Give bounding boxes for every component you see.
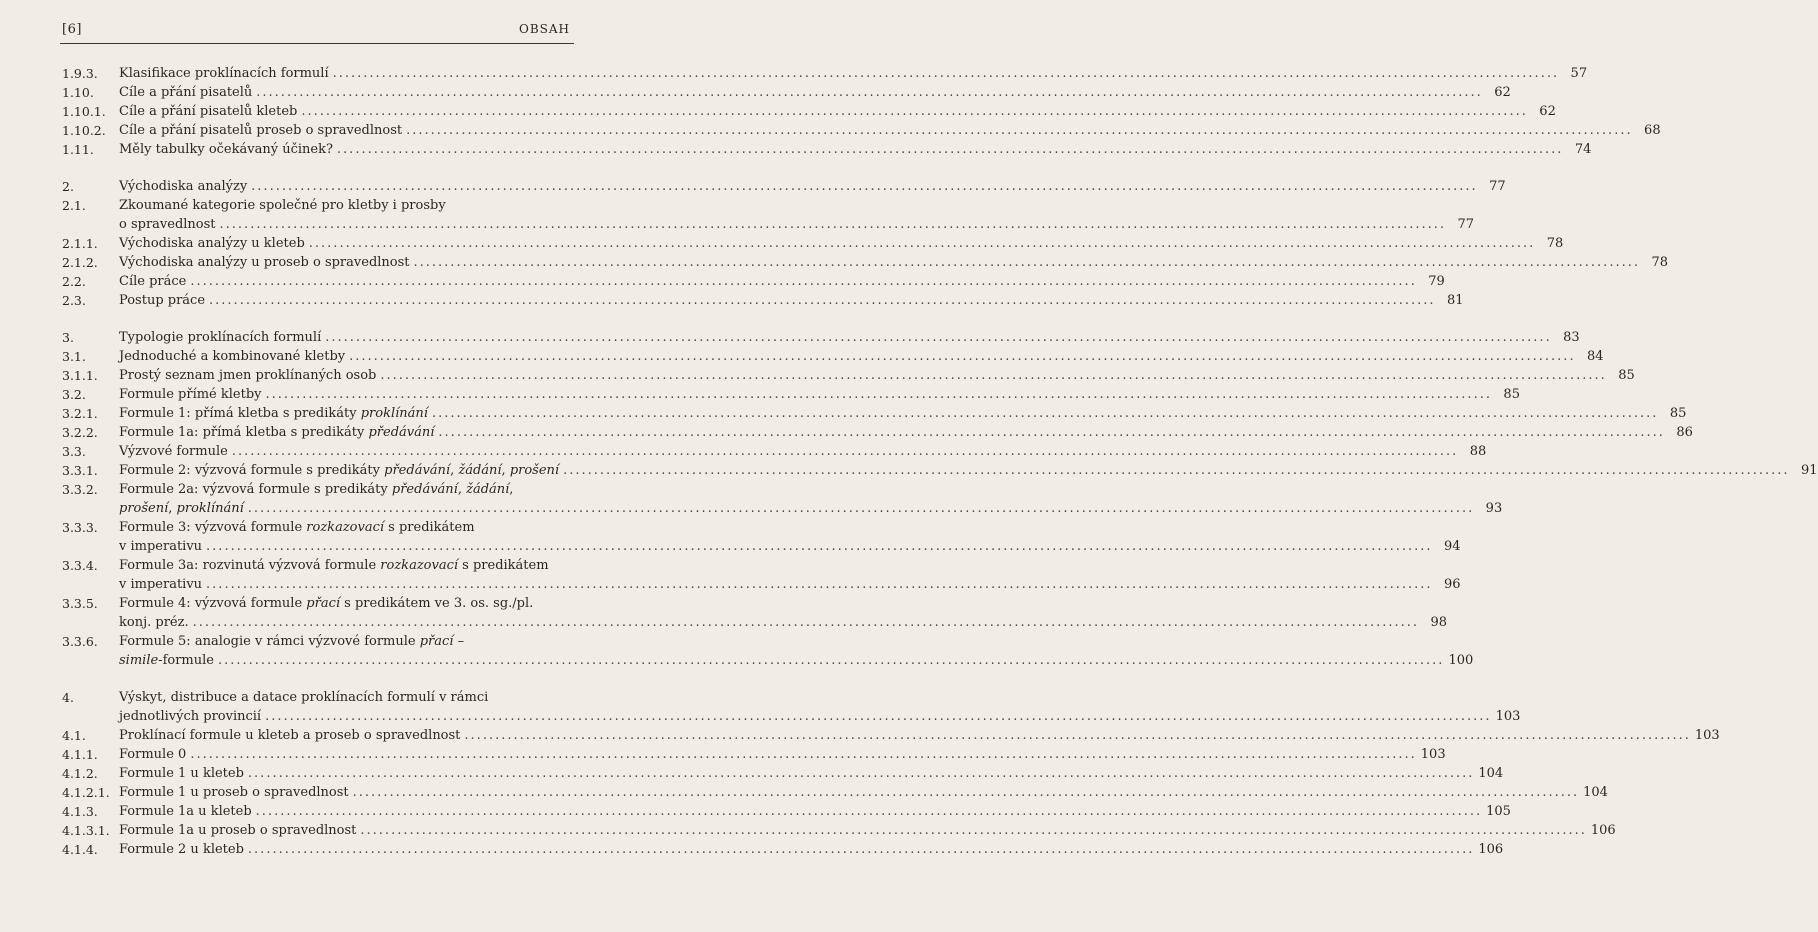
toc-entry-title: Východiska analýzy u kleteb xyxy=(119,236,305,251)
dot-leader: ........................................................................................................................................................................................................ xyxy=(332,66,1560,81)
toc-entry-page: 106 xyxy=(1478,842,1504,857)
toc-entry-page: 57 xyxy=(1570,66,1588,81)
toc-entry-page: 100 xyxy=(1448,653,1474,668)
section-gap xyxy=(62,159,574,177)
section-gap xyxy=(62,670,574,688)
toc-entry-number: 4.1.4. xyxy=(62,842,98,857)
toc-entry-number: 3.3.1. xyxy=(62,463,98,478)
toc-entry-page: 79 xyxy=(1428,274,1445,289)
toc-entry-page: 77 xyxy=(1489,179,1506,194)
toc-entry xyxy=(62,253,1668,272)
dot-leader: ........................................................................................................................................................................................................ xyxy=(209,293,1436,308)
toc-entry-title: jednotlivých provincií xyxy=(119,709,262,724)
toc-entry-number: 2.2. xyxy=(62,274,86,289)
toc-entry-page: 85 xyxy=(1618,368,1635,383)
toc-entry xyxy=(62,821,1616,840)
toc-entry xyxy=(62,121,1661,140)
toc-entry-title: Východiska analýzy xyxy=(119,179,248,194)
toc-entry-title: simile-formule xyxy=(119,653,214,668)
toc-entry-title: Formule 3: výzvová formule rozkazovací s predikátem xyxy=(119,520,475,535)
toc-entry-number: 3. xyxy=(62,330,74,345)
toc-entry-page: 93 xyxy=(1485,501,1503,516)
dot-leader: ........................................................................................................................................................................................................ xyxy=(217,653,1445,668)
toc-entry-number: 3.3.2. xyxy=(62,482,98,497)
toc-entry-number: 3.1. xyxy=(62,349,86,364)
toc-entry xyxy=(62,385,1520,404)
dot-leader: ........................................................................................................................................................................................................ xyxy=(349,349,1576,364)
toc-entry-title: Měly tabulky očekávaný účinek? xyxy=(119,142,333,157)
toc-entry-page: 81 xyxy=(1446,293,1464,308)
dot-leader: ........................................................................................................................................................................................................ xyxy=(336,142,1564,157)
toc-entry-title: Cíle a přání pisatelů xyxy=(119,85,253,100)
toc-entry-title: Výskyt, distribuce a datace proklínacích formulí v rámci xyxy=(119,690,489,705)
dot-leader: ........................................................................................................................................................................................................ xyxy=(380,368,1607,383)
dot-leader: ........................................................................................................................................................................................................ xyxy=(190,274,1417,289)
toc-entry-page: 74 xyxy=(1574,142,1592,157)
toc-entry-number: 3.3.4. xyxy=(62,558,98,573)
toc-entry-page: 98 xyxy=(1430,615,1448,630)
toc-entry-number: 4.1.3.1. xyxy=(62,823,110,838)
toc-entry xyxy=(62,518,1461,556)
dot-leader: ........................................................................................................................................................................................................ xyxy=(325,330,1552,345)
toc-entry-number: 1.10.2. xyxy=(62,123,106,138)
toc-entry xyxy=(62,83,1511,102)
toc-entry-number: 1.10. xyxy=(62,85,94,100)
header-rule xyxy=(60,43,574,44)
toc-entry xyxy=(62,102,1556,121)
toc-entry xyxy=(62,366,1635,385)
toc-entry-page: 77 xyxy=(1457,217,1474,232)
toc-entry-number: 4. xyxy=(62,690,74,705)
toc-entry-page: 104 xyxy=(1583,785,1608,800)
toc-entry-page: 78 xyxy=(1546,236,1564,251)
toc-entry xyxy=(62,291,1464,310)
toc-entry xyxy=(62,802,1511,821)
toc-entry-title: Cíle a přání pisatelů kleteb xyxy=(119,104,298,119)
toc-entry-title: Cíle práce xyxy=(119,274,187,289)
toc-entry-page: 78 xyxy=(1651,255,1668,270)
toc-entry xyxy=(62,196,1474,234)
toc-entry-page: 103 xyxy=(1495,709,1521,724)
toc-entry-title: Klasifikace proklínacích formulí xyxy=(119,66,329,81)
toc-entry-title: Formule 1a u proseb o spravedlnost xyxy=(119,823,357,838)
dot-leader: ........................................................................................................................................................................................................ xyxy=(247,766,1475,781)
dot-leader: ........................................................................................................................................................................................................ xyxy=(247,501,1475,516)
toc-entry xyxy=(62,726,1720,745)
toc-entry-number: 4.1.2.1. xyxy=(62,785,110,800)
toc-entry xyxy=(62,840,1504,859)
toc-entry-title: Formule 1 u kleteb xyxy=(119,766,244,781)
toc-entry-title: Typologie proklínacích formulí xyxy=(119,330,322,345)
toc-entry-page: 83 xyxy=(1563,330,1580,345)
toc-entry xyxy=(62,594,1448,632)
toc-entry xyxy=(62,64,1588,83)
toc-entry xyxy=(62,328,1580,347)
page-number: [6] xyxy=(62,22,82,37)
toc-entry-title: Formule 4: výzvová formule přací s predikátem ve 3. os. sg./pl. xyxy=(119,596,534,611)
toc-entry xyxy=(62,764,1504,783)
dot-leader: ........................................................................................................................................................................................................ xyxy=(256,85,1483,100)
dot-leader: ........................................................................................................................................................................................................ xyxy=(255,804,1483,819)
toc-entry xyxy=(62,423,1693,442)
toc-entry-number: 3.2.2. xyxy=(62,425,98,440)
dot-leader: ........................................................................................................................................................................................................ xyxy=(563,463,1790,478)
toc-entry-number: 3.2. xyxy=(62,387,86,402)
dot-leader: ........................................................................................................................................................................................................ xyxy=(190,747,1417,762)
toc-entry-number: 2. xyxy=(62,179,74,194)
dot-leader: ........................................................................................................................................................................................................ xyxy=(265,709,1492,724)
toc-entry xyxy=(62,234,1564,253)
toc-entry-title: Proklínací formule u kleteb a proseb o spravedlnost xyxy=(119,728,461,743)
toc-entry-page: 68 xyxy=(1644,123,1661,138)
toc-entry-title: Formule 3a: rozvinutá výzvová formule rozkazovací s predikátem xyxy=(119,558,549,573)
toc-entry-title: Formule 2 u kleteb xyxy=(119,842,244,857)
toc-entry-page: 62 xyxy=(1539,104,1556,119)
toc-entry-number: 3.1.1. xyxy=(62,368,98,383)
dot-leader: ........................................................................................................................................................................................................ xyxy=(206,539,1433,554)
toc-entry-number: 2.1.2. xyxy=(62,255,98,270)
toc-entry-title: Formule 1: přímá kletba s predikáty proklínání xyxy=(119,406,428,421)
table-of-contents xyxy=(62,64,1818,859)
toc-entry xyxy=(62,140,1592,159)
toc-entry-title: Formule 2: výzvová formule s predikáty předávání, žádání, prošení xyxy=(119,463,560,478)
toc-entry xyxy=(62,177,1506,196)
toc-entry-number: 3.3. xyxy=(62,444,86,459)
toc-entry xyxy=(62,347,1604,366)
toc-entry-number: 4.1. xyxy=(62,728,86,743)
toc-entry xyxy=(62,404,1687,423)
dot-leader: ........................................................................................................................................................................................................ xyxy=(192,615,1420,630)
toc-entry-page: 94 xyxy=(1443,539,1461,554)
toc-entry-title: Zkoumané kategorie společné pro kletby i prosby xyxy=(119,198,446,213)
toc-entry-page: 103 xyxy=(1420,747,1446,762)
toc-entry-page: 85 xyxy=(1669,406,1687,421)
toc-entry-title: Výzvové formule xyxy=(119,444,228,459)
toc-entry-page: 86 xyxy=(1676,425,1693,440)
toc-entry xyxy=(62,783,1608,802)
toc-entry-number: 4.1.1. xyxy=(62,747,98,762)
toc-entry-title: Prostý seznam jmen proklínaných osob xyxy=(119,368,377,383)
toc-entry-number: 3.2.1. xyxy=(62,406,98,421)
dot-leader: ........................................................................................................................................................................................................ xyxy=(231,444,1459,459)
dot-leader: ........................................................................................................................................................................................................ xyxy=(219,217,1446,232)
toc-entry-page: 105 xyxy=(1486,804,1511,819)
toc-entry-title: o spravedlnost xyxy=(119,217,216,232)
dot-leader: ........................................................................................................................................................................................................ xyxy=(251,179,1478,194)
toc-entry xyxy=(62,272,1445,291)
toc-entry-number: 2.3. xyxy=(62,293,86,308)
toc-entry xyxy=(62,745,1446,764)
toc-entry xyxy=(62,632,1474,670)
toc-entry-title: Formule 1a: přímá kletba s predikáty předávání xyxy=(119,425,435,440)
toc-entry-title: Formule přímé kletby xyxy=(119,387,262,402)
toc-entry xyxy=(62,688,1521,726)
dot-leader: ........................................................................................................................................................................................................ xyxy=(360,823,1587,838)
toc-entry-title: konj. préz. xyxy=(119,615,189,630)
dot-leader: ........................................................................................................................................................................................................ xyxy=(206,577,1433,592)
toc-entry-page: 104 xyxy=(1478,766,1504,781)
toc-entry-title: v imperativu xyxy=(119,539,203,554)
toc-entry-page: 62 xyxy=(1494,85,1511,100)
toc-entry-title: Formule 0 xyxy=(119,747,187,762)
toc-entry-number: 2.1.1. xyxy=(62,236,98,251)
toc-entry-page: 103 xyxy=(1694,728,1720,743)
toc-entry-number: 1.10.1. xyxy=(62,104,106,119)
toc-entry-title: prošení, proklínání xyxy=(119,501,244,516)
toc-entry-title: Postup práce xyxy=(119,293,206,308)
dot-leader: ........................................................................................................................................................................................................ xyxy=(464,728,1691,743)
dot-leader: ........................................................................................................................................................................................................ xyxy=(406,123,1633,138)
toc-entry-title: Formule 1a u kleteb xyxy=(119,804,252,819)
dot-leader: ........................................................................................................................................................................................................ xyxy=(308,236,1536,251)
dot-leader: ........................................................................................................................................................................................................ xyxy=(413,255,1640,270)
toc-entry-number: 4.1.3. xyxy=(62,804,98,819)
toc-entry-number: 1.11. xyxy=(62,142,94,157)
toc-entry xyxy=(62,461,1818,480)
toc-entry-title: Formule 5: analogie v rámci výzvové formule přací – xyxy=(119,634,465,649)
toc-entry-title: Formule 2a: výzvová formule s predikáty předávání, žádání, xyxy=(119,482,514,497)
toc-entry-number: 1.9.3. xyxy=(62,66,98,81)
toc-entry-page: 96 xyxy=(1443,577,1461,592)
toc-entry-page: 106 xyxy=(1590,823,1616,838)
dot-leader: ........................................................................................................................................................................................................ xyxy=(438,425,1665,440)
toc-entry-number: 4.1.2. xyxy=(62,766,98,781)
toc-entry-page: 85 xyxy=(1503,387,1520,402)
toc-entry-number: 3.3.5. xyxy=(62,596,98,611)
page-header xyxy=(62,22,570,37)
running-title: OBSAH xyxy=(518,22,570,36)
toc-entry xyxy=(62,556,1461,594)
toc-entry-number: 3.3.6. xyxy=(62,634,98,649)
toc-entry-title: Jednoduché a kombinované kletby xyxy=(119,349,346,364)
dot-leader: ........................................................................................................................................................................................................ xyxy=(301,104,1528,119)
dot-leader: ........................................................................................................................................................................................................ xyxy=(352,785,1580,800)
section-gap xyxy=(62,310,574,328)
toc-entry-title: v imperativu xyxy=(119,577,203,592)
dot-leader: ........................................................................................................................................................................................................ xyxy=(431,406,1659,421)
toc-entry-title: Východiska analýzy u proseb o spravedlnost xyxy=(119,255,410,270)
toc-entry-page: 88 xyxy=(1469,444,1487,459)
toc-entry-title: Formule 1 u proseb o spravedlnost xyxy=(119,785,349,800)
dot-leader: ........................................................................................................................................................................................................ xyxy=(265,387,1492,402)
dot-leader: ........................................................................................................................................................................................................ xyxy=(247,842,1475,857)
toc-entry xyxy=(62,442,1487,461)
toc-entry-number: 2.1. xyxy=(62,198,86,213)
toc-entry-page: 91 xyxy=(1801,463,1818,478)
toc-entry-title: Cíle a přání pisatelů proseb o spravedlnost xyxy=(119,123,403,138)
toc-entry-page: 84 xyxy=(1587,349,1604,364)
toc-entry xyxy=(62,480,1503,518)
toc-entry-number: 3.3.3. xyxy=(62,520,98,535)
